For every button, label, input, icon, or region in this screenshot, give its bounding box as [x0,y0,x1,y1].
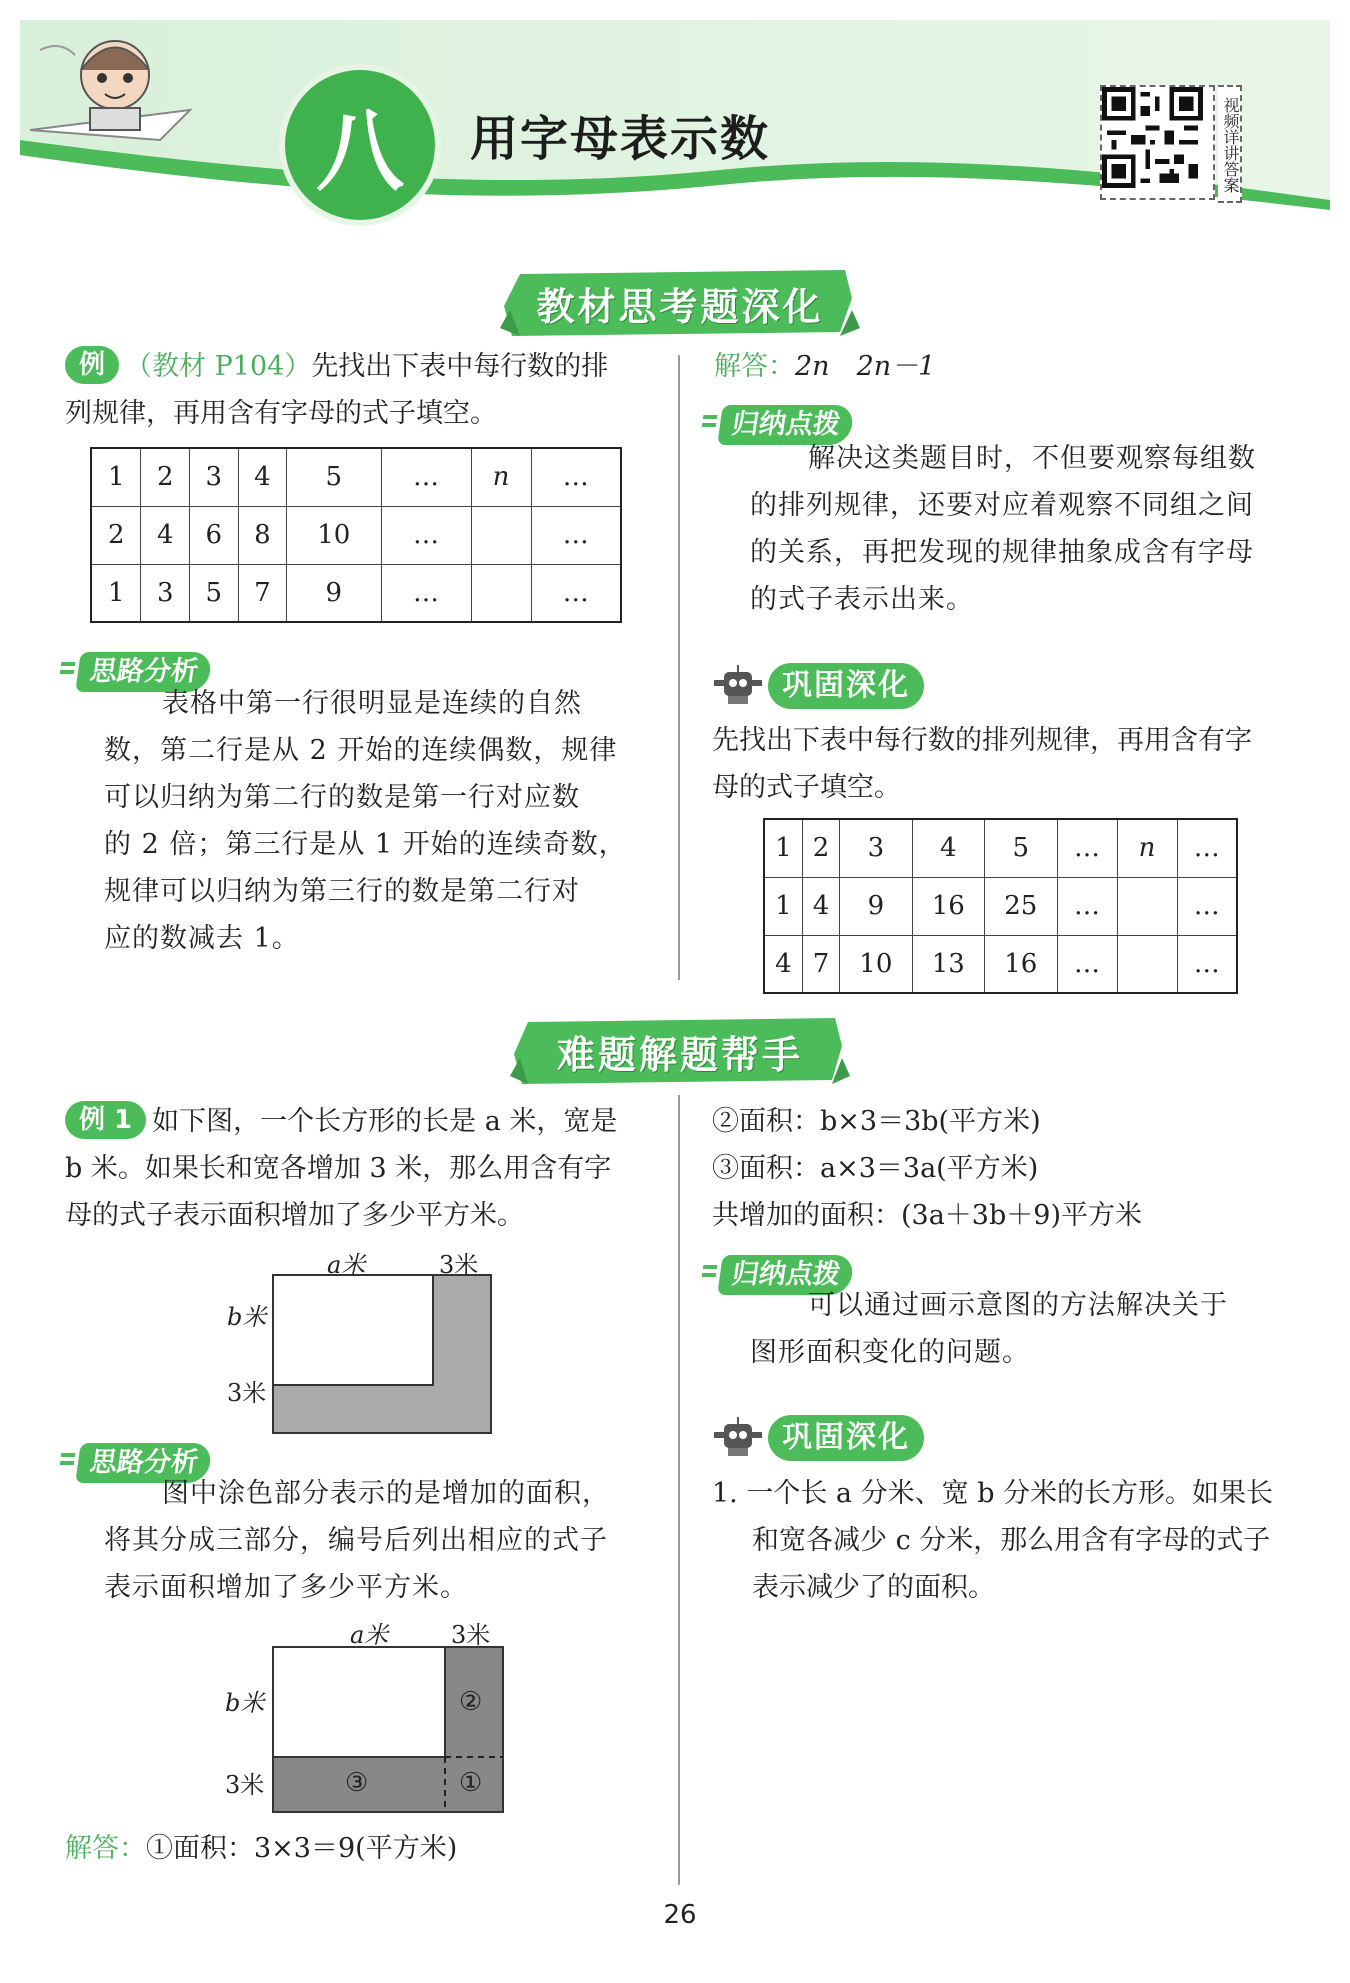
answer-label: 解答： [65,1833,146,1864]
table-row [764,877,1237,935]
table-cell: 4 [802,877,839,935]
column-divider [678,1095,680,1885]
table-cell: 7 [238,564,287,622]
tip-line: 的式子表示出来。 [750,584,974,615]
mascot-icon [20,20,200,160]
table-cell: 9 [840,877,912,935]
table-row [764,935,1237,993]
question-line: 和宽各减少 c 分米，那么用含有字母的式子 [752,1525,1271,1556]
label-3-meters-top: 3米 [439,1251,479,1279]
table-cell: … [1057,819,1117,877]
example2-question [65,1098,665,1239]
table-cell: 5 [190,564,239,622]
example-tag: 例 1 [65,1101,146,1139]
region-2-label: ② [459,1687,483,1717]
table-cell: 5 [287,448,381,506]
example-tag: 例 [65,346,119,384]
label-a-meters: a米 [327,1251,366,1279]
table-cell: … [381,564,471,622]
practice-label: 巩固深化 [768,1415,924,1461]
table-row [91,506,621,564]
rectangle-figure [215,1245,495,1435]
chapter-header [20,20,1330,220]
qr-code-icon[interactable] [1100,85,1215,200]
table-row [91,448,621,506]
question-line: 1. 一个长 a 分米、宽 b 分米的长方形。如果长 [712,1478,1274,1509]
tip-label: 归纳点拨 [717,405,855,445]
table-cell: 6 [190,506,239,564]
example-answer [714,343,1314,390]
table-cell: 8 [238,506,287,564]
answer-label: 解答： [714,351,795,382]
table-cell: 5 [985,819,1058,877]
section-banner-difficult: 难题解题帮手 [510,1018,850,1084]
textbook-source: （教材 P104） [125,351,312,382]
practice-heading [712,1414,924,1462]
answer-line: ③面积：a×3＝3a(平方米) [712,1153,1039,1184]
label-3-meters-side: 3米 [227,1379,267,1407]
table-cell: … [1177,935,1237,993]
analysis-line: 表格中第一行很明显是连续的自然 [162,688,582,719]
blank-cell[interactable] [471,564,531,622]
table-cell: … [531,564,621,622]
analysis-line: 应的数减去 1。 [104,923,300,954]
table-cell: 2 [802,819,839,877]
qr-label: 视频详讲答案 [1218,85,1242,203]
page-number: 26 [663,1900,697,1930]
table-cell: 7 [802,935,839,993]
example2-answer-start [65,1825,665,1872]
column-divider [678,355,680,980]
table-row [91,564,621,622]
table-cell: 10 [287,506,381,564]
practice-heading [712,662,924,710]
table-cell: 3 [840,819,912,877]
answer-line: ①面积：3×3＝9(平方米) [146,1833,458,1864]
table-cell: 2 [141,448,190,506]
analysis-text [104,680,644,962]
table-cell: 2 [91,506,141,564]
analysis-line: 表示面积增加了多少平方米。 [104,1572,468,1603]
question-line: 如下图，一个长方形的长是 a 米，宽是 [152,1106,618,1137]
question-line: 先找出下表中每行数的排列规律，再用含有字 [712,725,1252,756]
analysis-line: 可以归纳为第二行的数是第一行对应数 [104,782,580,813]
analysis-line: 数，第二行是从 2 开始的连续偶数，规律 [104,735,618,766]
tip-text [750,435,1310,623]
tip-line: 图形面积变化的问题。 [750,1337,1030,1368]
practice-number-table [763,818,1238,994]
question-line: 母的式子表示面积增加了多少平方米。 [65,1200,524,1231]
table-cell: 4 [238,448,287,506]
section-banner-textbook: 教材思考题深化 [500,270,860,336]
tip-line: 的排列规律，还要对应着观察不同组之间 [750,490,1254,521]
analysis-line: 的 2 倍；第三行是从 1 开始的连续奇数， [104,829,627,860]
answer-line: 共增加的面积：(3a＋3b＋9)平方米 [712,1200,1142,1231]
label-3-meters-top: 3米 [451,1621,491,1649]
table-cell: 4 [764,935,802,993]
analysis-line: 图中涂色部分表示的是增加的面积， [162,1478,610,1509]
table-cell: … [381,448,471,506]
practice-question [712,1470,1322,1611]
table-cell: 3 [190,448,239,506]
analysis-label: 思路分析 [75,652,213,692]
question-line: 表示减少了的面积。 [752,1572,995,1603]
blank-cell[interactable] [1117,877,1177,935]
table-cell: 4 [141,506,190,564]
tip-line: 的关系，再把发现的规律抽象成含有字母 [750,537,1254,568]
table-cell: … [1177,819,1237,877]
table-cell: 9 [287,564,381,622]
answer-value: 2n 2n－1 [795,351,936,382]
question-line: 先找出下表中每行数的排 [311,351,609,382]
analysis-label: 思路分析 [75,1443,213,1483]
table-cell: n [1117,819,1177,877]
blank-cell[interactable] [1117,935,1177,993]
question-line: 列规律，再用含有字母的式子填空。 [65,398,497,429]
robot-icon [712,664,764,708]
label-3-meters-side: 3米 [225,1771,265,1799]
analysis-line: 规律可以归纳为第三行的数是第二行对 [104,876,580,907]
example-number-table [90,447,622,623]
table-cell: … [381,506,471,564]
tip-label: 归纳点拨 [717,1255,855,1295]
table-cell: … [531,506,621,564]
blank-cell[interactable] [471,506,531,564]
question-line: 母的式子填空。 [712,772,901,803]
table-cell: 1 [764,877,802,935]
practice-question [712,717,1312,811]
analysis-text [104,1470,644,1611]
question-line: b 米。如果长和宽各增加 3 米，那么用含有字 [65,1153,612,1184]
robot-icon [712,1416,764,1460]
table-cell: 16 [985,935,1058,993]
label-a-meters: a米 [350,1621,389,1649]
table-cell: 4 [912,819,984,877]
table-cell: 10 [840,935,912,993]
chapter-title: 用字母表示数 [470,111,771,167]
analysis-line: 将其分成三部分，编号后列出相应的式子 [104,1525,608,1556]
answer-line: ②面积：b×3＝3b(平方米) [712,1106,1041,1137]
table-cell: 1 [91,564,141,622]
table-cell: 25 [985,877,1058,935]
table-cell: … [1177,877,1237,935]
table-cell: 16 [912,877,984,935]
practice-label: 巩固深化 [768,663,924,709]
tip-text [750,1282,1310,1376]
region-1-label: ① [459,1768,483,1798]
table-cell: 1 [91,448,141,506]
label-b-meters: b米 [225,1689,265,1717]
table-cell: 1 [764,819,802,877]
table-cell: … [531,448,621,506]
table-row [764,819,1237,877]
example2-answer-continued [712,1098,1312,1239]
table-cell: … [1057,935,1117,993]
table-cell: n [471,448,531,506]
tip-line: 解决这类题目时，不但要观察每组数 [808,443,1256,474]
example-question [65,343,665,437]
region-3-label: ③ [345,1768,369,1798]
table-cell: … [1057,877,1117,935]
tip-line: 可以通过画示意图的方法解决关于 [808,1290,1228,1321]
table-cell: 3 [141,564,190,622]
chapter-number-badge: 八 [285,70,435,220]
table-cell: 13 [912,935,984,993]
label-b-meters: b米 [227,1303,267,1331]
rectangle-figure-numbered [215,1615,515,1815]
